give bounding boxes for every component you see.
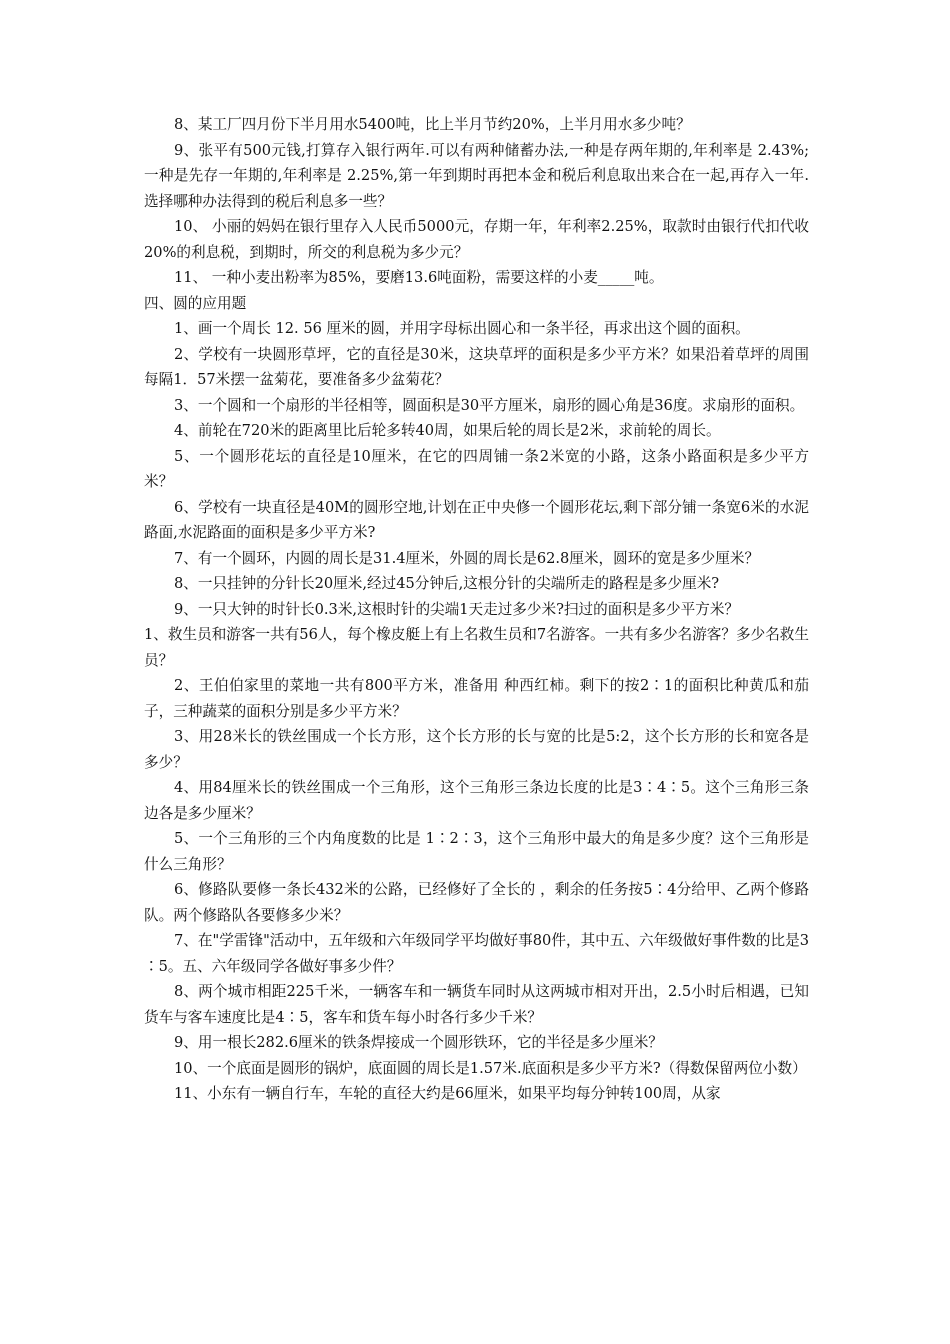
problem-paragraph: 8、某工厂四月份下半月用水5400吨，比上半月节约20%，上半月用水多少吨？ — [174, 116, 691, 133]
problem-paragraph: 10、一个底面是圆形的锅炉，底面圆的周长是1.57米.底面积是多少平方米?（得数保留两位小数） — [174, 1059, 807, 1077]
problem-paragraph: 6、学校有一块直径是40M的圆形空地,计划在正中央修一个圆形花坛,剩下部分铺一条宽6米的水泥路面,水泥路面的面积是多少平方米? — [144, 498, 809, 541]
problem-paragraph: 5、一个圆形花坛的直径是10厘米，在它的四周铺一条2米宽的小路，这条小路面积是多少平方米？ — [144, 447, 809, 490]
document-page — [144, 112, 809, 1107]
problem-paragraph: 4、用84厘米长的铁丝围成一个三角形，这个三角形三条边长度的比是3∶4∶5。这个三角形三条边各是多少厘米？ — [144, 779, 809, 822]
problem-paragraph: 1、画一个周长 12. 56 厘米的圆，并用字母标出圆心和一条半径，再求出这个圆的面积。 — [174, 320, 750, 337]
problem-paragraph: 6、修路队要修一条长432米的公路，已经修好了全长的 ，剩余的任务按5∶4分给甲、乙两个修路队。两个修路队各要修多少米？ — [144, 881, 809, 924]
problem-paragraph: 7、有一个圆环，内圆的周长是31.4厘米，外圆的周长是62.8厘米，圆环的宽是多少厘米？ — [174, 549, 760, 567]
problem-paragraph: 1、救生员和游客一共有56人，每个橡皮艇上有上名救生员和7名游客。一共有多少名游客？多少名救生员？ — [144, 626, 809, 669]
problem-paragraph: 11、 一种小麦出粉率为85%，要磨13.6吨面粉，需要这样的小麦_____吨。 — [174, 269, 664, 286]
problem-paragraph: 2、王伯伯家里的菜地一共有800平方米，准备用 种西红柿。剩下的按2∶1的面积比种黄瓜和茄子，三种蔬菜的面积分别是多少平方米？ — [144, 677, 809, 720]
problem-paragraph: 11、小东有一辆自行车，车轮的直径大约是66厘米，如果平均每分钟转100周，从家 — [174, 1085, 721, 1102]
problem-paragraph: 4、前轮在720米的距离里比后轮多转40周，如果后轮的周长是2米，求前轮的周长。 — [174, 422, 721, 439]
section-heading: 四、圆的应用题 — [144, 294, 247, 312]
problem-paragraph: 3、用28米长的铁丝围成一个长方形，这个长方形的长与宽的比是5:2，这个长方形的长和宽各是多少？ — [144, 728, 809, 771]
problem-paragraph: 8、一只挂钟的分针长20厘米,经过45分钟后,这根分针的尖端所走的路程是多少厘米? — [174, 575, 720, 592]
problem-paragraph: 7、在"学雷锋"活动中，五年级和六年级同学平均做好事80件，其中五、六年级做好事件数的比是3∶5。五、六年级同学各做好事多少件？ — [144, 932, 809, 975]
problem-paragraph: 8、两个城市相距225千米，一辆客车和一辆货车同时从这两城市相对开出，2.5小时后相遇，已知货车与客车速度比是4∶5，客车和货车每小时各行多少千米？ — [144, 983, 809, 1026]
problem-paragraph: 9、用一根长282.6厘米的铁条焊接成一个圆形铁环，它的半径是多少厘米？ — [174, 1034, 663, 1051]
problem-paragraph: 3、一个圆和一个扇形的半径相等，圆面积是30平方厘米，扇形的圆心角是36度。求扇形的面积。 — [174, 396, 805, 414]
problem-paragraph: 5、一个三角形的三个内角度数的比是 1∶2∶3，这个三角形中最大的角是多少度？这个三角形是什么三角形？ — [144, 830, 809, 873]
problem-paragraph: 10、 小丽的妈妈在银行里存入人民币5000元，存期一年，年利率2.25%，取款时由银行代扣代收20%的利息税，到期时，所交的利息税为多少元？ — [144, 218, 809, 261]
problem-paragraph: 9、张平有500元钱,打算存入银行两年.可以有两种储蓄办法,一种是存两年期的,年利率是 2.43%;一种是先存一年期的,年利率是 2.25%,第一年到期时再把本金和税后利息取出来合在一起,再存入一年.选择哪种办法得到的税后利息多一些？ — [144, 141, 809, 210]
problem-paragraph: 2、学校有一块圆形草坪，它的直径是30米，这块草坪的面积是多少平方米？如果沿着草坪的周围每隔1．57米摆一盆菊花，要准备多少盆菊花？ — [144, 345, 809, 388]
problem-paragraph: 9、一只大钟的时针长0.3米,这根时针的尖端1天走过多少米?扫过的面积是多少平方米？ — [174, 600, 740, 618]
